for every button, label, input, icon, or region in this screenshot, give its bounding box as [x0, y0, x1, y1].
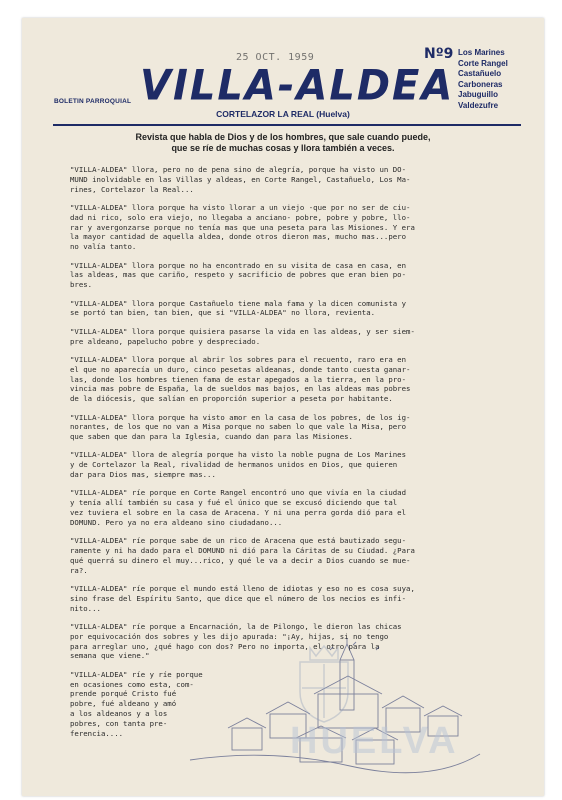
paragraph: "VILLA-ALDEA" ríe porque sabe de un rico de Aracena que está bautizado segu- ramente y ni ha dado para el DOMUND ni dió para la Cáritas de su Ciudad. ¿Para qué querrá su dinero el muy...rico, y qué le va a decir a Dios cuando se mue- ra?.	[70, 536, 415, 575]
paragraph: "VILLA-ALDEA" llora porque Castañuelo tiene mala fama y la dicen comunista y se portó tan bien, tan bien, que si "VILLA-ALDEA" no llora, revienta.	[70, 298, 407, 318]
village-list	[458, 48, 508, 111]
paragraph: "VILLA-ALDEA" ríe y ríe porque en ocasiones como esta, com- prende porqué Cristo fué pobre, fué aldeano y amó a los aldeanos y a los pobres, con tanta pre- ferencia....	[70, 669, 203, 738]
village-item: Castañuelo	[458, 69, 502, 78]
header-divider	[53, 124, 521, 126]
village-item: Corte Rangel	[458, 58, 508, 68]
paragraph: "VILLA-ALDEA" llora porque quisiera pasarse la vida en las aldeas, y ser siem- pre aldeano, papelucho pobre y despreciado.	[70, 326, 415, 346]
paragraph: "VILLA-ALDEA" ríe porque en Corte Rangel encontró uno que vivía en la ciudad y tenía allí también su casa y fué el único que se excusó diciendo que tal vez tuviera el sobre en la casa de Aracena. Y ni una perra gorda dió para el DOMUND. Pero ya no era aldeano sino ciudadano...	[70, 488, 407, 527]
archive-watermark-text: HUELVA	[290, 720, 459, 762]
received-date-stamp: 25 OCT. 1959	[236, 52, 315, 63]
issue-number: Nº9	[424, 46, 454, 62]
paragraph: "VILLA-ALDEA" llora porque no ha encontrado en su visita de casa en casa, en las aldeas, mas que cariño, respeto y sacrificio de pobres que eran bien po- bres.	[70, 260, 407, 290]
paragraph: "VILLA-ALDEA" llora de alegría porque ha visto la noble pugna de Los Marines y de Cortelazor la Real, rivalidad de hermanos unidos en Dios, que quieren dar para Dios mas, siempre mas...	[70, 450, 407, 480]
village-item: Los Marines	[458, 48, 505, 57]
paragraph: "VILLA-ALDEA" llora porque ha visto llorar a un viejo -que por no ser de ciu- dad ni rico, solo era viejo, no llegaba a anciano- pobre, pobre y pobre, llo- rar y avergonzarse porque no tenía mas que una peseta para las Misiones. Y era la mayor cantidad de aquella aldea, donde otros dieron mas, mucho mas...pero no valía tanto.	[70, 202, 415, 252]
paragraph: "VILLA-ALDEA" llora porque al abrir los sobres para el recuento, raro era en el que no aparecía un duro, cinco pesetas aldeanas, donde tanto cuesta ganar- las, donde los hombres tienen fama de estar apegados a la tierra, en la pro- vincia mas pobre de España, la de sueldos mas bajos, en las aldeas mas pobres de la diócesis, que salían en proporción superior a peseta por habitante.	[70, 354, 411, 404]
paragraph: "VILLA-ALDEA" ríe porque el mundo está lleno de idiotas y eso no es cosa suya, sino frase del Espíritu Santo, que dice que el número de los necios es infi- nito...	[70, 584, 415, 613]
coat-of-arms-watermark-icon	[292, 642, 356, 726]
village-item: Valdezufre	[458, 100, 499, 110]
paragraph: "VILLA-ALDEA" llora, pero no de pena sino de alegría, porque ha visto un DO- MUND inolvidable en las Villas y aldeas, en Corte Rangel, Castañuelo, Los Ma- rines, Cortelazor la Real...	[70, 165, 411, 194]
paragraph: "VILLA-ALDEA" llora porque ha visto amor en la casa de los pobres, de los ig- norantes, de los que no van a Misa porque no saben lo que vale la Misa, pero que saben que dan para la Iglesia, cuando dan para las Misiones.	[70, 412, 411, 442]
village-item: Carboneras	[458, 79, 503, 89]
tagline	[62, 132, 504, 154]
publication-title: VILLA-ALDEA	[140, 61, 455, 111]
tagline-line: Revista que habla de Dios y de los hombres, que sale cuando puede,	[135, 132, 431, 142]
location-subtitle: CORTELAZOR LA REAL (Huelva)	[216, 109, 350, 119]
village-item: Jabuguillo	[458, 90, 498, 99]
tagline-line: que se ríe de muchas cosas y llora también a veces.	[171, 143, 395, 153]
document-page	[22, 18, 544, 796]
paragraph: "VILLA-ALDEA" ríe porque a Encarnación, la de Pilongo, le dieron las chicas por equivocación dos sobres y les dijo apurada: "¡Ay, hijas, si no tengo para arreglar uno, ¿qué hago con dos? Pero no importa, el otro para la semana que viene."	[70, 622, 402, 661]
masthead	[22, 18, 544, 153]
boletin-label: BOLETIN PARROQUIAL	[54, 98, 132, 105]
